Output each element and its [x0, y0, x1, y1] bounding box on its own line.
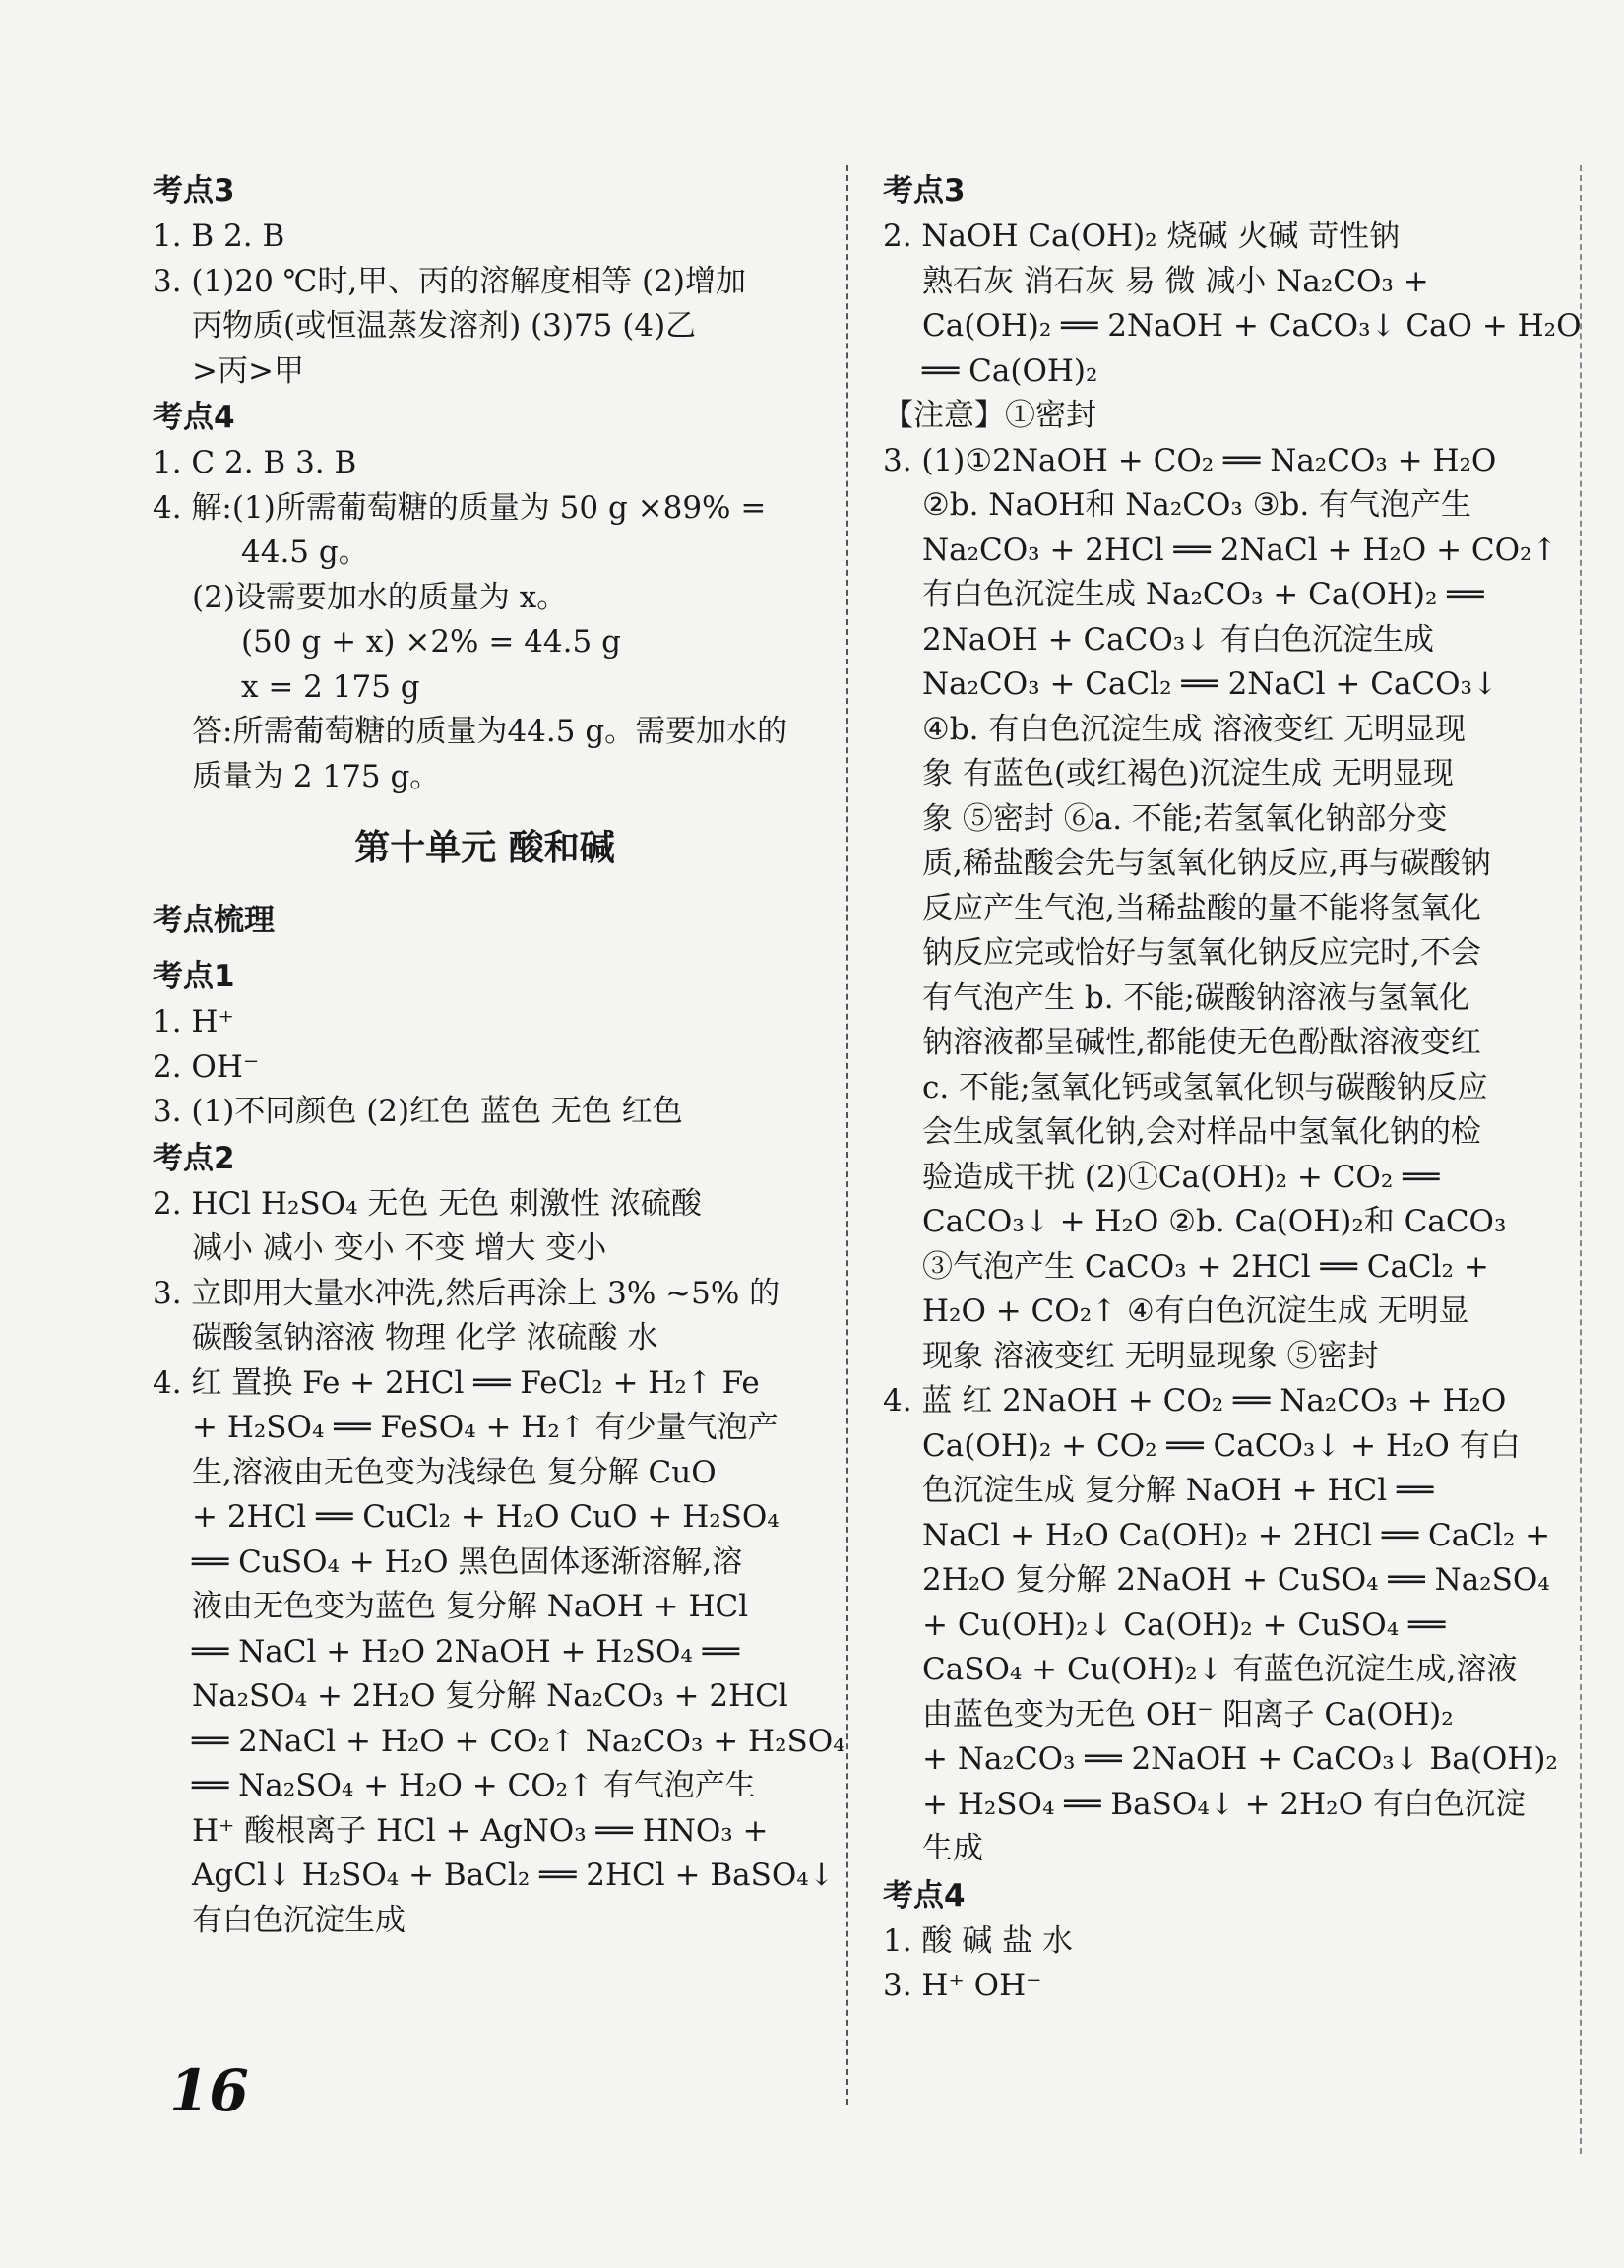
text-line: 质,稀盐酸会先与氢氧化钠反应,再与碳酸钠 — [922, 846, 1491, 881]
text-line: 象 ⑤密封 ⑥a. 不能;若氢氧化钠部分变 — [922, 800, 1448, 837]
text-line: 3. (1)20 ℃时,甲、丙的溶解度相等 (2)增加 — [153, 263, 746, 299]
text-line: AgCl↓ H₂SO₄ + BaCl₂ ══ 2HCl + BaSO₄↓ — [192, 1858, 835, 1893]
text-line: 有白色沉淀生成 — [192, 1902, 406, 1938]
section-label: 考点3 — [153, 173, 235, 209]
text-line: ③气泡产生 CaCO₃ + 2HCl ══ CaCl₂ + — [922, 1248, 1489, 1285]
text-line: (50 g + x) ×2% = 44.5 g — [241, 624, 621, 660]
text-line: H⁺ 酸根离子 HCl + AgNO₃ ══ HNO₃ + — [192, 1812, 769, 1849]
text-line: 2NaOH + CaCO₃↓ 有白色沉淀生成 — [922, 621, 1435, 658]
text-line: 反应产生气泡,当稀盐酸的量不能将氢氧化 — [922, 890, 1481, 926]
text-line: 3. H⁺ OH⁻ — [883, 1968, 1042, 2003]
text-line: + H₂SO₄ ══ FeSO₄ + H₂↑ 有少量气泡产 — [192, 1410, 779, 1445]
text-line: 2. NaOH Ca(OH)₂ 烧碱 火碱 苛性钠 — [883, 219, 1401, 254]
text-line: 4. 红 置换 Fe + 2HCl ══ FeCl₂ + H₂↑ Fe — [153, 1364, 760, 1401]
text-line: 2H₂O 复分解 2NaOH + CuSO₄ ══ Na₂SO₄ — [922, 1562, 1550, 1598]
text-line: 丙物质(或恒温蒸发溶剂) (3)75 (4)乙 — [192, 308, 697, 344]
text-line: 答:所需葡萄糖的质量为44.5 g。需要加水的 — [192, 714, 788, 749]
text-line: 1. C 2. B 3. B — [153, 445, 357, 480]
text-line: 钠溶液都呈碱性,都能使无色酚酞溶液变红 — [922, 1025, 1481, 1060]
text-line: ══ Ca(OH)₂ — [922, 352, 1098, 389]
text-line: Na₂SO₄ + 2H₂O 复分解 Na₂CO₃ + 2HCl — [192, 1678, 788, 1714]
text-line: ══ 2NaCl + H₂O + CO₂↑ Na₂CO₃ + H₂SO₄ — [192, 1723, 845, 1759]
text-line: >丙>甲 — [192, 352, 304, 389]
text-line: 钠反应完或恰好与氢氧化钠反应完时,不会 — [922, 935, 1481, 971]
text-line: ══ NaCl + H₂O 2NaOH + H₂SO₄ ══ — [192, 1633, 740, 1670]
right-column — [883, 167, 1582, 2009]
section-label: 考点4 — [883, 1877, 966, 1914]
text-line: H₂O + CO₂↑ ④有白色沉淀生成 无明显 — [922, 1293, 1469, 1329]
text-line: 现象 溶液变红 无明显现象 ⑤密封 — [922, 1338, 1379, 1374]
text-line: 液由无色变为蓝色 复分解 NaOH + HCl — [192, 1589, 749, 1624]
section-label: 考点2 — [153, 1140, 235, 1176]
text-line: (2)设需要加水的质量为 x。 — [192, 579, 568, 615]
text-line: 有白色沉淀生成 Na₂CO₃ + Ca(OH)₂ ══ — [922, 577, 1484, 612]
text-line: 4. 蓝 红 2NaOH + CO₂ ══ Na₂CO₃ + H₂O — [883, 1383, 1507, 1418]
text-line: Ca(OH)₂ + CO₂ ══ CaCO₃↓ + H₂O 有白 — [922, 1427, 1521, 1464]
text-line: 2. OH⁻ — [153, 1048, 260, 1085]
text-line: Ca(OH)₂ ══ 2NaOH + CaCO₃↓ CaO + H₂O — [922, 308, 1582, 344]
section-label: 考点1 — [153, 959, 235, 994]
text-line: 1. 酸 碱 盐 水 — [883, 1922, 1073, 1959]
text-line: 有气泡产生 b. 不能;碳酸钠溶液与氢氧化 — [922, 979, 1469, 1016]
text-line: CaCO₃↓ + H₂O ②b. Ca(OH)₂和 CaCO₃ — [922, 1204, 1507, 1239]
column-divider — [846, 165, 848, 2105]
text-line: 1. H⁺ — [153, 1004, 234, 1040]
text-line: 象 有蓝色(或红褐色)沉淀生成 无明显现 — [922, 756, 1454, 791]
text-line: 3. 立即用大量水冲洗,然后再涂上 3% ~5% 的 — [153, 1275, 781, 1311]
text-line: Na₂CO₃ + 2HCl ══ 2NaCl + H₂O + CO₂↑ — [922, 532, 1558, 568]
section-heading: 考点梳理 — [153, 903, 275, 938]
text-line: 熟石灰 消石灰 易 微 减小 Na₂CO₃ + — [922, 263, 1429, 299]
text-line: 3. (1)不同颜色 (2)红色 蓝色 无色 红色 — [153, 1094, 683, 1129]
text-line: 色沉淀生成 复分解 NaOH + HCl ══ — [922, 1473, 1434, 1508]
page-number: 16 — [169, 2057, 249, 2124]
left-column — [153, 167, 845, 1943]
text-line: 碳酸氢钠溶液 物理 化学 浓硫酸 水 — [192, 1320, 658, 1355]
text-line: ④b. 有白色沉淀生成 溶液变红 无明显现 — [922, 711, 1467, 747]
text-line: 2. HCl H₂SO₄ 无色 无色 刺激性 浓硫酸 — [153, 1185, 702, 1222]
text-line: 质量为 2 175 g。 — [192, 758, 441, 794]
text-line: Na₂CO₃ + CaCl₂ ══ 2NaCl + CaCO₃↓ — [922, 666, 1498, 702]
section-label: 考点4 — [153, 400, 235, 435]
text-line: CaSO₄ + Cu(OH)₂↓ 有蓝色沉淀生成,溶液 — [922, 1652, 1518, 1687]
text-line: c. 不能;氢氧化钙或氢氧化钡与碳酸钠反应 — [922, 1069, 1488, 1105]
text-line: ══ Na₂SO₄ + H₂O + CO₂↑ 有气泡产生 — [192, 1768, 756, 1803]
unit-title: 第十单元 酸和碱 — [354, 828, 615, 868]
text-line: ══ CuSO₄ + H₂O 黑色固体逐渐溶解,溶 — [192, 1544, 743, 1580]
text-line: 【注意】①密封 — [883, 398, 1096, 433]
text-line: ②b. NaOH和 Na₂CO₃ ③b. 有气泡产生 — [922, 487, 1472, 523]
text-line: 生,溶液由无色变为浅绿色 复分解 CuO — [192, 1454, 717, 1490]
text-line: + 2HCl ══ CuCl₂ + H₂O CuO + H₂SO₄ — [192, 1499, 780, 1535]
text-line: 由蓝色变为无色 OH⁻ 阳离子 Ca(OH)₂ — [922, 1696, 1454, 1732]
text-line: 验造成干扰 (2)①Ca(OH)₂ + CO₂ ══ — [922, 1159, 1440, 1195]
text-line: + Na₂CO₃ ══ 2NaOH + CaCO₃↓ Ba(OH)₂ — [922, 1741, 1558, 1777]
text-line: 1. B 2. B — [153, 219, 285, 254]
text-line: 4. 解:(1)所需葡萄糖的质量为 50 g ×89% = — [153, 489, 767, 526]
page-edge-line — [1580, 165, 1582, 2154]
text-line: 会生成氢氧化钠,会对样品中氢氧化钠的检 — [922, 1114, 1481, 1150]
text-line: NaCl + H₂O Ca(OH)₂ + 2HCl ══ CaCl₂ + — [922, 1517, 1551, 1553]
text-line: 减小 减小 变小 不变 增大 变小 — [192, 1230, 607, 1266]
text-line: + Cu(OH)₂↓ Ca(OH)₂ + CuSO₄ ══ — [922, 1606, 1446, 1643]
text-line: + H₂SO₄ ══ BaSO₄↓ + 2H₂O 有白色沉淀 — [922, 1786, 1526, 1822]
text-line: 44.5 g。 — [241, 535, 369, 570]
text-line: 3. (1)①2NaOH + CO₂ ══ Na₂CO₃ + H₂O — [883, 442, 1497, 478]
text-line: x = 2 175 g — [241, 668, 420, 705]
section-label: 考点3 — [883, 173, 966, 209]
text-line: 生成 — [922, 1831, 983, 1866]
